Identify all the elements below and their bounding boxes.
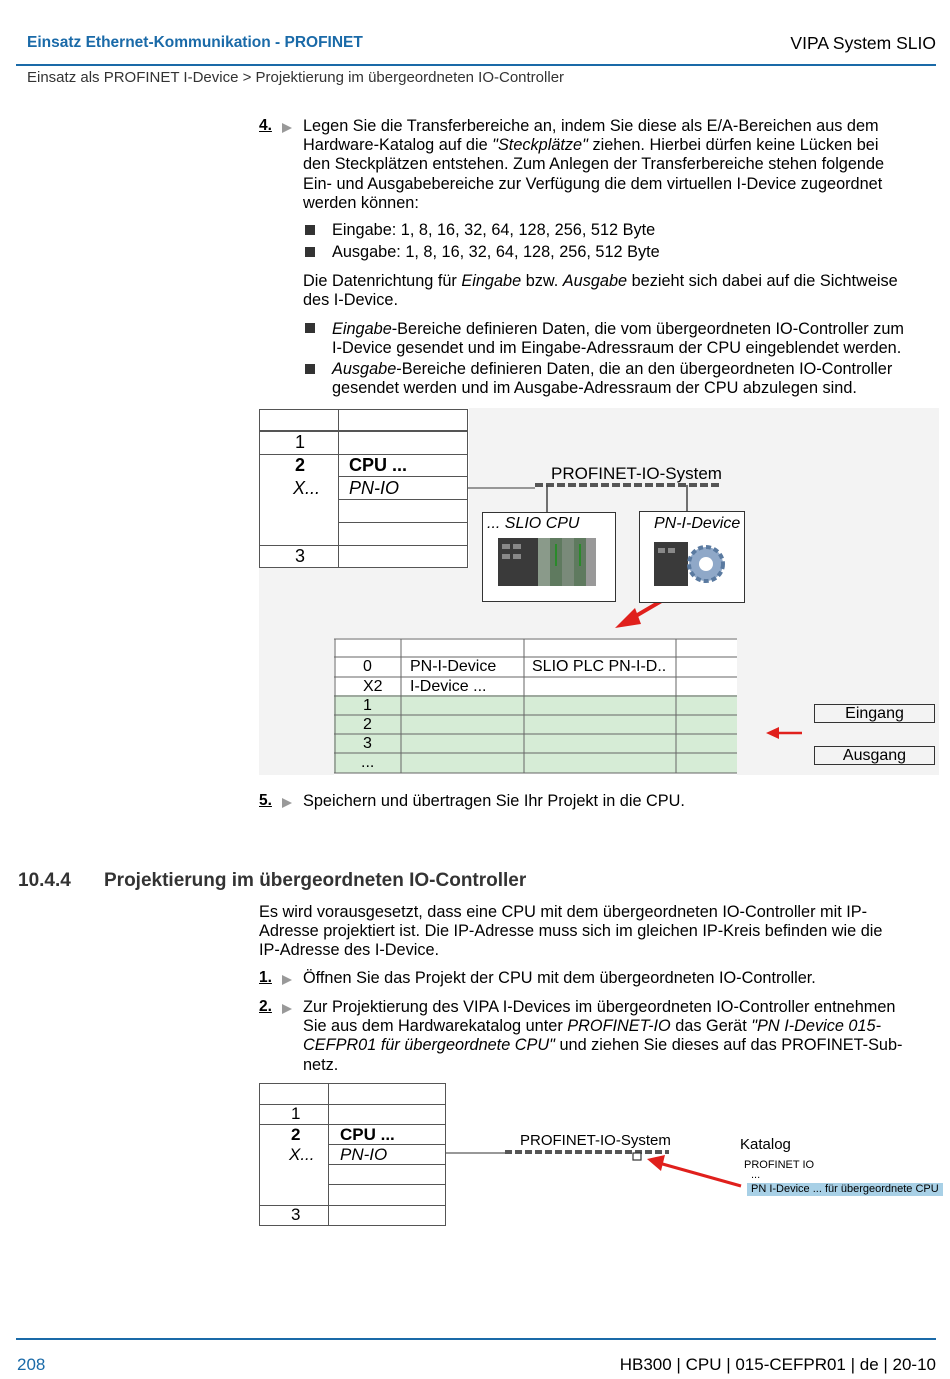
header-divider <box>16 64 936 66</box>
ausgabe-desc-1: -Bereiche definieren Daten, die an den übergeordneten IO-Controller <box>396 360 893 378</box>
intro-line-3: IP-Adresse des I-Device. <box>259 941 440 960</box>
table-slot-0: 0 <box>363 658 372 675</box>
idevice-gear-icon <box>654 540 734 588</box>
step4-line2 <box>303 136 943 155</box>
rack-slot-x: X... <box>293 478 321 498</box>
step-arrow-icon <box>280 973 294 987</box>
dir-text-c: bezieht sich dabei auf die Sichtweise <box>631 272 898 290</box>
rack-cpu: CPU ... <box>349 455 408 475</box>
table-slot-x2: X2 <box>363 678 383 695</box>
section-intro <box>259 903 939 961</box>
eingabe-term: Eingabe <box>332 320 392 338</box>
rack2-slot-x: X... <box>289 1145 315 1164</box>
controller-config-diagram <box>259 1083 939 1228</box>
header-chapter-title: Einsatz Ethernet-Kommunikation - PROFINET <box>27 34 363 51</box>
bullet-eingabe: Eingabe: 1, 8, 16, 32, 64, 128, 256, 512 Byte <box>332 221 656 239</box>
section-step2-text <box>303 998 943 1075</box>
step4-line5: werden können: <box>303 193 419 212</box>
profinet-system-label-2: PROFINET-IO-System <box>520 1132 671 1149</box>
step-arrow-icon <box>280 796 294 810</box>
step2-profinet-io: PROFINET-IO <box>567 1017 671 1036</box>
step4-line4: Ein- und Ausgabebereiche zur Verfügung die dem virtuellen I-Device zugeordnet <box>303 174 883 193</box>
bullet-ausgabe-bereiche <box>332 360 942 398</box>
header-product-title: VIPA System SLIO <box>790 33 936 53</box>
section-title: Projektierung im übergeordneten IO-Controller <box>104 870 527 891</box>
page-number: 208 <box>17 1355 46 1374</box>
step2-line3-b: und ziehen Sie dieses auf das PROFINET-Sub- <box>559 1036 903 1055</box>
step4-line2-prefix: Hardware-Katalog auf die <box>303 136 488 155</box>
eingabe-desc-1: -Bereiche definieren Daten, die vom übergeordneten IO-Controller zum <box>391 320 904 338</box>
breadcrumb: Einsatz als PROFINET I-Device > Projektierung im übergeordneten IO-Controller <box>27 69 565 86</box>
hardware-config-diagram <box>259 408 939 775</box>
step2-line4: netz. <box>303 1055 339 1074</box>
rack2-slot-2: 2 <box>291 1125 301 1144</box>
bullet-icon <box>305 364 315 374</box>
rack-pnio: PN-IO <box>349 478 400 498</box>
dir-text-b: bzw. <box>525 272 559 290</box>
section-number: 10.4.4 <box>18 870 71 891</box>
steckplaetze-term: "Steckplätze" <box>492 136 588 155</box>
table-order-0: SLIO PLC PN-I-D.. <box>532 658 667 675</box>
catalog-pn-idevice-entry[interactable]: PN I-Device ... für übergeordnete CPU <box>747 1183 943 1196</box>
step2-line2-b: das Gerät <box>675 1017 747 1036</box>
intro-line-1: Es wird vorausgesetzt, dass eine CPU mit dem übergeordneten IO-Controller mit IP- <box>259 903 868 921</box>
step2-device-name-1: "PN I-Device 015- <box>751 1017 882 1036</box>
section-step1-text: Öffnen Sie das Projekt der CPU mit dem übergeordneten IO-Controller. <box>303 969 816 987</box>
step-number: 4. <box>259 117 272 134</box>
bullet-icon <box>305 323 315 333</box>
direction-text <box>303 272 943 310</box>
step2-line1: Zur Projektierung des VIPA I-Devices im übergeordneten IO-Controller entnehmen <box>303 998 896 1016</box>
catalog-profinet-io: PROFINET IO <box>744 1159 815 1171</box>
slio-cpu-label: ... SLIO CPU <box>487 515 580 532</box>
table-slot-more: ... <box>361 754 375 771</box>
footer-document-id: HB300 | CPU | 015-CEFPR01 | de | 20-10 <box>619 1355 936 1374</box>
catalog-dots: ... <box>751 1169 761 1181</box>
table-slot-1: 1 <box>363 697 372 714</box>
step4-line2-rest: ziehen. Hierbei dürfen keine Lücken bei <box>592 136 879 155</box>
dir-eingabe: Eingabe <box>461 272 522 290</box>
step2-device-name-2: CEFPR01 für übergeordnete CPU" <box>303 1036 555 1055</box>
eingabe-desc-2: I-Device gesendet und im Eingabe-Adressraum der CPU eingeblendet werden. <box>332 339 902 358</box>
rack-slot-3: 3 <box>295 546 306 566</box>
dir-text-d: des I-Device. <box>303 291 399 310</box>
katalog-label: Katalog <box>740 1136 791 1153</box>
footer-divider <box>16 1338 936 1340</box>
step5-text: Speichern und übertragen Sie Ihr Projekt in die CPU. <box>303 792 685 810</box>
profinet-system-label: PROFINET-IO-System <box>551 464 722 483</box>
bullet-icon <box>305 247 315 257</box>
eingang-module: Eingang <box>814 704 935 723</box>
rack-slot-1: 1 <box>295 432 306 452</box>
rack2-cpu: CPU ... <box>340 1125 395 1144</box>
step4-line3: den Steckplätzen entstehen. Zum Anlegen der Transferbereiche stehen folgende <box>303 155 885 174</box>
step-number: 1. <box>259 969 272 986</box>
rack2-slot-3: 3 <box>291 1205 301 1224</box>
step4-line1: Legen Sie die Transferbereiche an, indem Sie diese als E/A-Bereichen aus dem <box>303 117 879 135</box>
dir-ausgabe: Ausgabe <box>562 272 628 290</box>
dir-text-a: Die Datenrichtung für <box>303 272 457 290</box>
bullet-ausgabe: Ausgabe: 1, 8, 16, 32, 64, 128, 256, 512 Byte <box>332 243 660 261</box>
bullet-eingabe-bereiche <box>332 320 942 358</box>
step-arrow-icon <box>280 121 294 135</box>
step-number: 5. <box>259 792 272 809</box>
step4-text <box>303 117 943 213</box>
pn-idevice-label: PN-I-Device <box>654 515 741 532</box>
rack-slot-2: 2 <box>295 455 306 475</box>
table-module-0: PN-I-Device <box>410 658 497 675</box>
ausgang-module: Ausgang <box>814 746 935 765</box>
table-slot-3: 3 <box>363 735 372 752</box>
step-number: 2. <box>259 998 272 1015</box>
ausgabe-term: Ausgabe <box>332 360 397 378</box>
ausgabe-desc-2: gesendet werden und im Ausgabe-Adressraum der CPU abzulegen sind. <box>332 379 857 398</box>
rack2-pnio: PN-IO <box>340 1145 388 1164</box>
step-arrow-icon <box>280 1002 294 1016</box>
network-lines-2 <box>259 1083 939 1228</box>
step2-line2-a: Sie aus dem Hardwarekatalog unter <box>303 1017 563 1036</box>
intro-line-2: Adresse projektiert ist. Die IP-Adresse muss sich im gleichen IP-Kreis befinden wie die <box>259 922 883 941</box>
slio-cpu-image <box>498 536 598 588</box>
table-slot-2: 2 <box>363 716 372 733</box>
table-module-x2: I-Device ... <box>410 678 487 695</box>
bullet-icon <box>305 225 315 235</box>
rack2-slot-1: 1 <box>291 1104 301 1123</box>
